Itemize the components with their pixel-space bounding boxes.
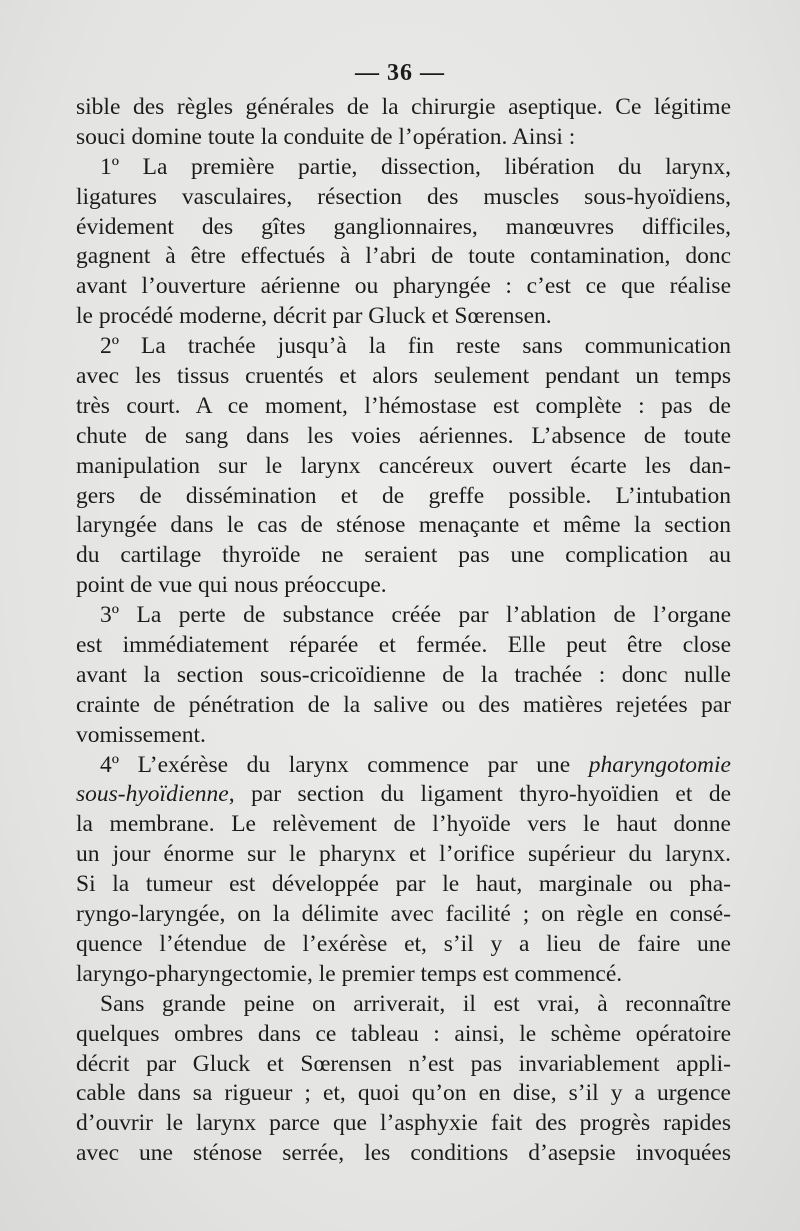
text-line xyxy=(76,930,731,960)
line-text: cable dans sa rigueur ; et, quoi qu’on en dise, s’il y a urgence xyxy=(76,1080,731,1107)
line-text: vomissement. xyxy=(76,721,206,748)
text-line xyxy=(76,511,731,541)
line-text: sible des règles générales de la chirurgie aseptique. Ce légitime xyxy=(76,94,731,120)
line-text: 2º La trachée jusqu’à la fin reste sans communication xyxy=(100,333,731,360)
line-text: ligatures vasculaires, résection des muscles sous-hyoïdiens, xyxy=(76,183,731,210)
text-line xyxy=(76,721,731,751)
line-text: 4º L’exérèse du larynx commence par une xyxy=(100,751,589,778)
text-line xyxy=(76,482,731,512)
text-line xyxy=(76,153,731,183)
text-line xyxy=(76,1109,731,1139)
text-line xyxy=(76,840,731,870)
text-line xyxy=(76,123,731,153)
line-text: gagnent à être effectués à l’abri de toute contamination, donc xyxy=(76,243,731,270)
text-line xyxy=(76,631,731,661)
line-text: 3º La perte de substance créée par l’ablation de l’organe xyxy=(100,602,731,629)
text-line xyxy=(76,1079,731,1109)
line-text: évidement des gîtes ganglionnaires, manœuvres difficiles, xyxy=(76,213,731,240)
line-text: décrit par Gluck et Sœrensen n’est pas invariablement appli- xyxy=(76,1050,731,1077)
text-line xyxy=(76,302,731,332)
text-line xyxy=(76,1139,731,1169)
text-line xyxy=(76,661,731,691)
line-text: souci domine toute la conduite de l’opération. Ainsi : xyxy=(76,123,576,150)
line-text: ryngo-laryngée, on la délimite avec facilité ; on règle en consé- xyxy=(76,901,731,928)
text-line xyxy=(76,691,731,721)
line-text: laryngée dans le cas de sténose menaçante et même la section xyxy=(76,512,731,539)
text-line xyxy=(76,990,731,1020)
text-line xyxy=(76,93,731,123)
line-text: le procédé moderne, décrit par Gluck et Sœrensen. xyxy=(76,303,552,330)
line-text: Si la tumeur est développée par le haut, marginale ou pha- xyxy=(76,871,731,898)
line-text: gers de dissémination et de greffe possible. L’intubation xyxy=(76,482,731,509)
line-text: chute de sang dans les voies aériennes. L’absence de toute xyxy=(76,422,731,449)
text-line xyxy=(76,751,731,781)
text-line xyxy=(76,422,731,452)
line-text: manipulation sur le larynx cancéreux ouvert écarte les dan- xyxy=(76,452,731,479)
line-text: un jour énorme sur le pharynx et l’orifice supérieur du larynx. xyxy=(76,841,731,868)
text-line xyxy=(76,900,731,930)
italic-term: sous-hyoïdienne xyxy=(76,781,229,808)
text-line xyxy=(76,1020,731,1050)
line-text: très court. A ce moment, l’hémostase est complète : pas de xyxy=(76,392,731,419)
line-text: crainte de pénétration de la salive ou des matières rejetées par xyxy=(76,691,731,718)
line-text: avec les tissus cruentés et alors seulement pendant un temps xyxy=(76,363,731,390)
text-line xyxy=(76,601,731,631)
line-text: quelques ombres dans ce tableau : ainsi, le schème opératoire xyxy=(76,1020,731,1047)
line-text: la membrane. Le relèvement de l’hyoïde vers le haut donne xyxy=(76,811,731,838)
text-line xyxy=(76,870,731,900)
line-text: quence l’étendue de l’exérèse et, s’il y a lieu de faire une xyxy=(76,930,731,957)
text-line xyxy=(76,362,731,392)
page-number: — 36 — xyxy=(355,60,445,86)
line-text: avant l’ouverture aérienne ou pharyngée : c’est ce que réalise xyxy=(76,273,731,300)
text-line xyxy=(76,213,731,243)
text-line xyxy=(76,571,731,601)
line-text: point de vue qui nous préoccupe. xyxy=(76,572,387,599)
line-text: avant la section sous-cricoïdienne de la trachée : donc nulle xyxy=(76,661,731,688)
line-text: avec une sténose serrée, les conditions d’asepsie invoquées xyxy=(76,1140,731,1167)
line-text: 1º La première partie, dissection, libération du larynx, xyxy=(100,153,731,180)
text-line xyxy=(76,272,731,302)
text-line xyxy=(76,332,731,362)
text-line xyxy=(76,452,731,482)
line-text: du cartilage thyroïde ne seraient pas une complication au xyxy=(76,542,731,569)
text-line xyxy=(76,541,731,571)
line-text: d’ouvrir le larynx parce que l’asphyxie fait des progrès rapides xyxy=(76,1110,731,1137)
line-text: est immédiatement réparée et fermée. Elle peut être close xyxy=(76,632,731,659)
body-text xyxy=(76,93,731,1169)
text-line xyxy=(76,810,731,840)
text-line xyxy=(76,780,731,810)
text-line xyxy=(76,960,731,990)
line-text: , par section du ligament thyro-hyoïdien et de xyxy=(228,781,731,808)
text-line xyxy=(76,392,731,422)
italic-term: pharyngotomie xyxy=(588,751,731,778)
text-line xyxy=(76,183,731,213)
text-line xyxy=(76,1050,731,1080)
text-line xyxy=(76,242,731,272)
line-text: Sans grande peine on arriverait, il est vrai, à reconnaître xyxy=(100,990,731,1017)
line-text: laryngo-pharyngectomie, le premier temps est commencé. xyxy=(76,960,623,987)
